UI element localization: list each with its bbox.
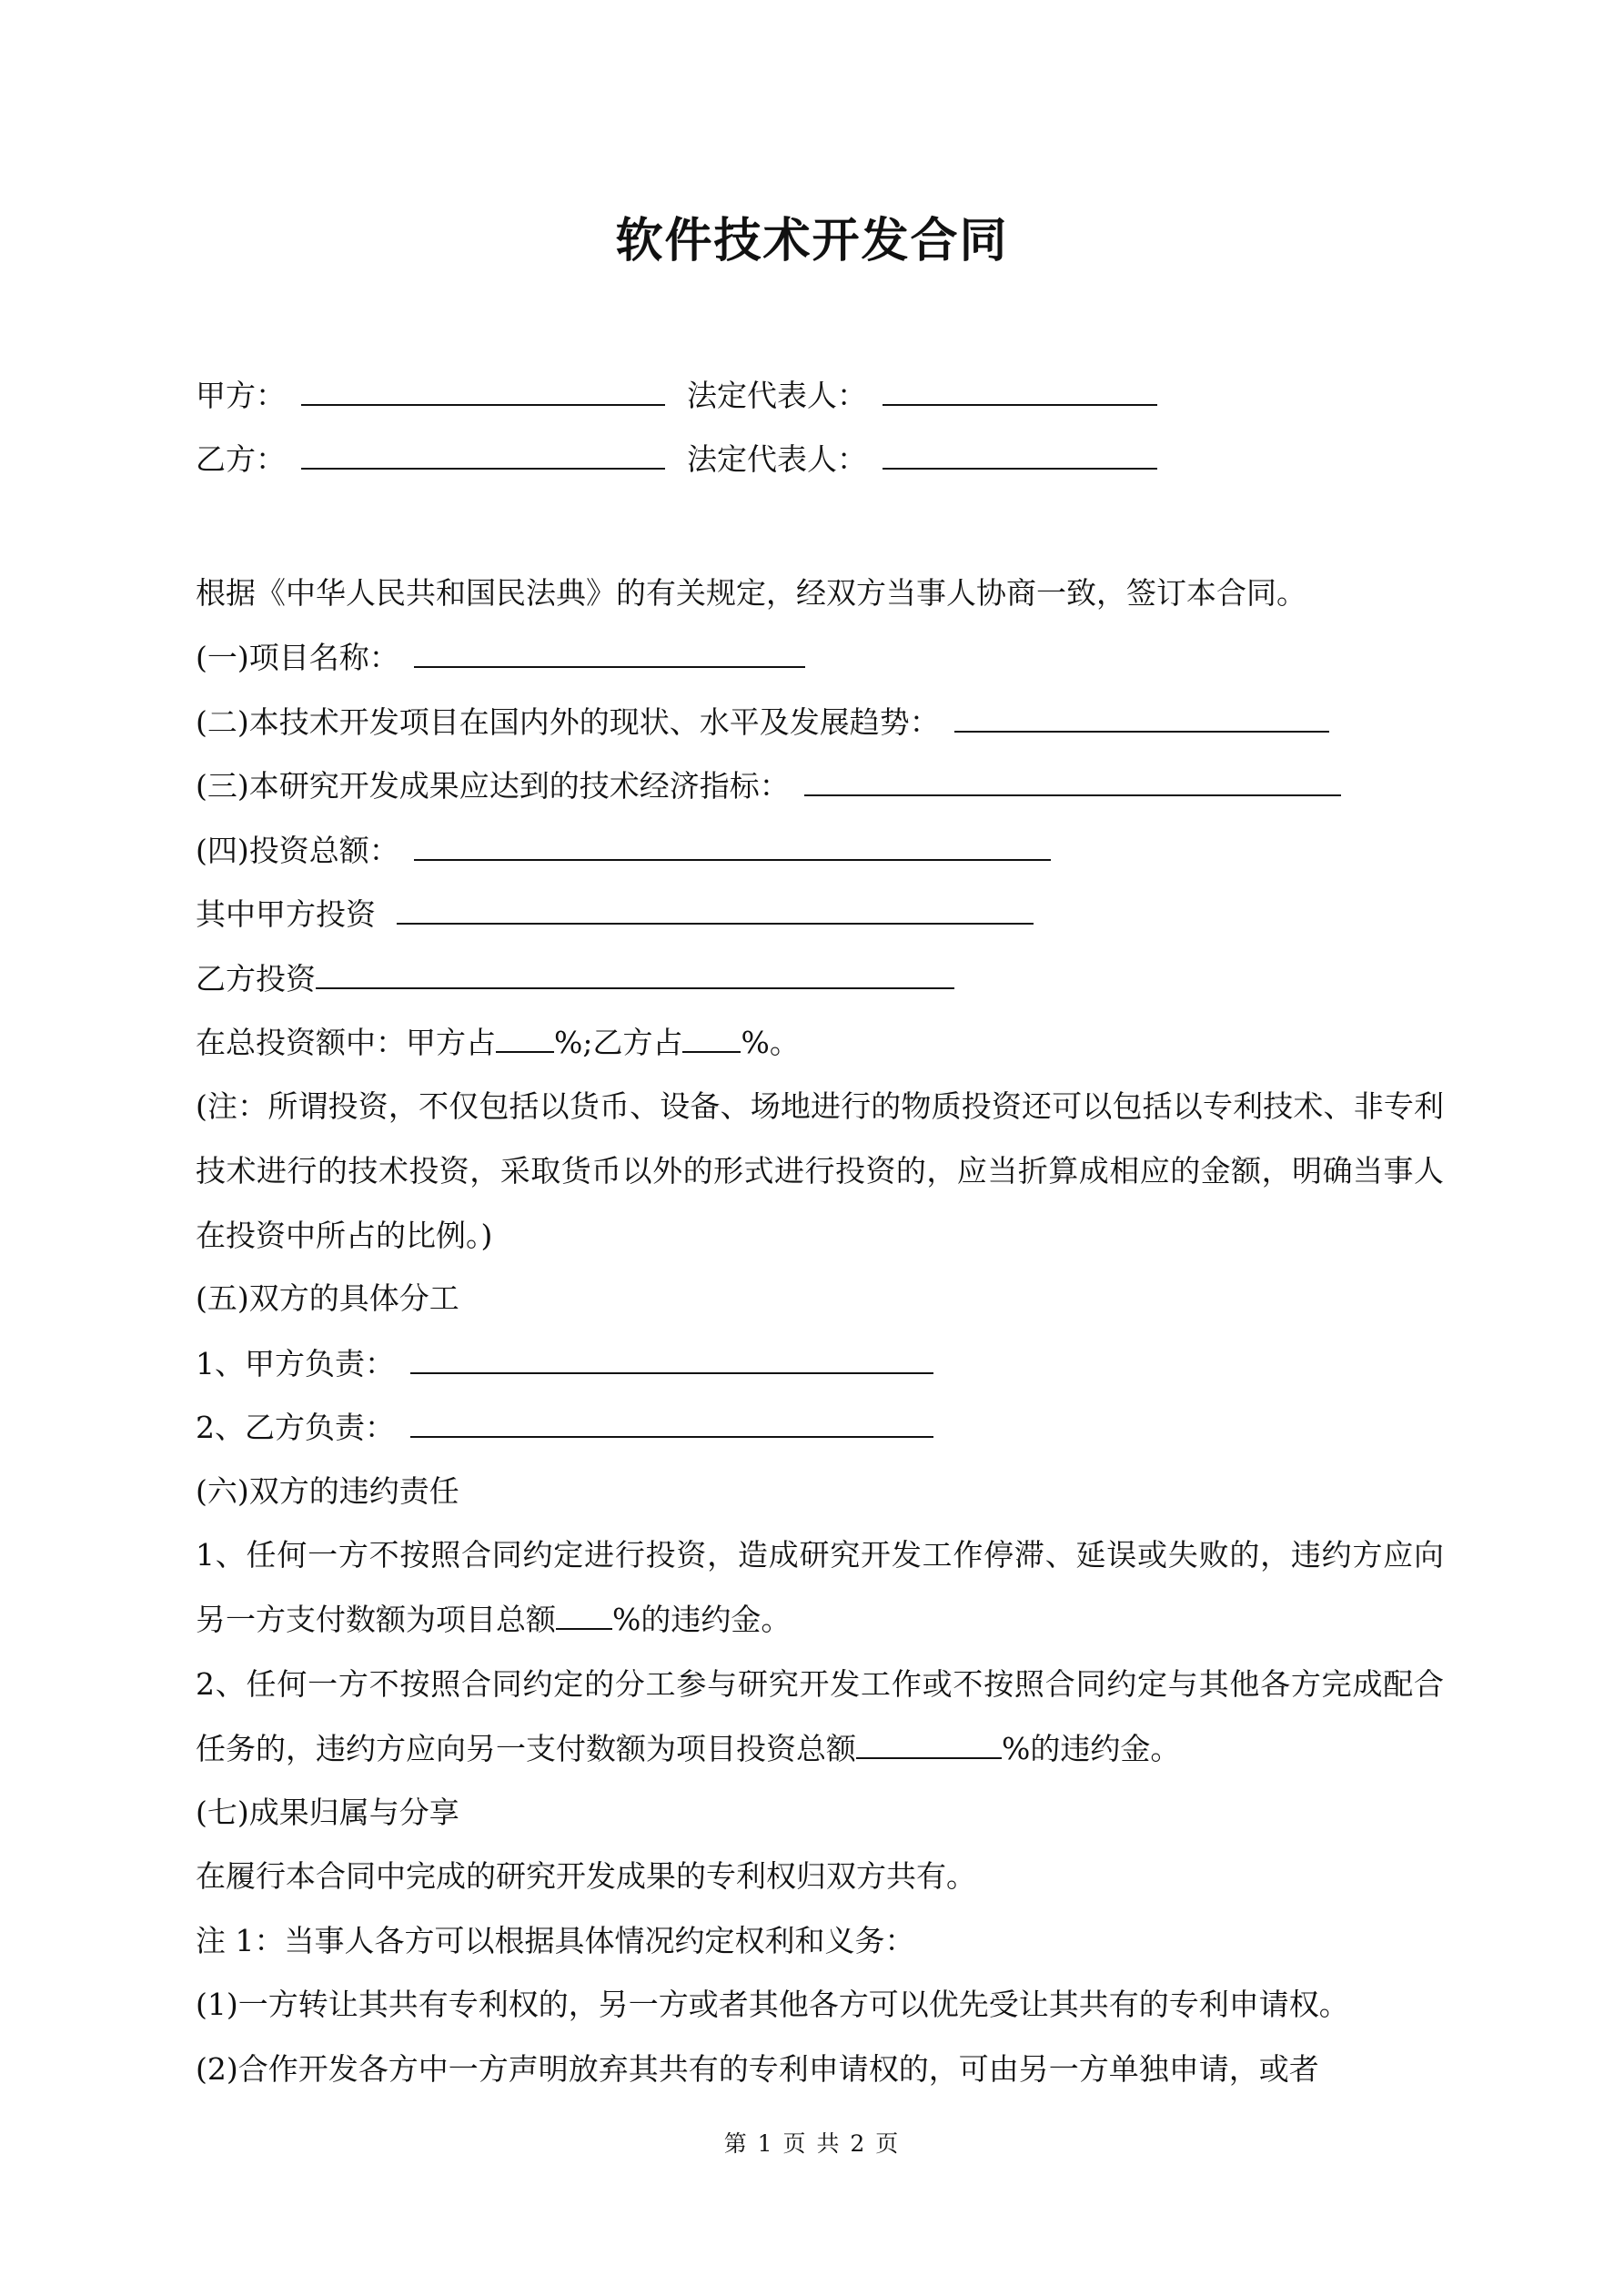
party-b-rep-field[interactable] xyxy=(883,440,1157,470)
ratio-prefix: 在总投资额中：甲方占 xyxy=(196,1025,496,1060)
total-investment-field[interactable] xyxy=(414,832,1051,861)
status-trend-field[interactable] xyxy=(954,703,1329,733)
party-a-field[interactable] xyxy=(301,377,665,406)
duty-b-label: 2、乙方负责： xyxy=(196,1410,395,1445)
intro-text: 根据《中华人民共和国民法典》的有关规定，经双方当事人协商一致，签订本合同。 xyxy=(196,575,1306,611)
project-name-field[interactable] xyxy=(414,639,805,668)
party-a-ratio-field[interactable] xyxy=(496,1024,554,1053)
breach-1-percent-field[interactable] xyxy=(556,1601,612,1630)
item4-label: (四)投资总额： xyxy=(196,833,399,868)
duty-b-row xyxy=(196,1409,933,1446)
duty-a-field[interactable] xyxy=(410,1345,933,1374)
item2-label: (二)本技术开发项目在国内外的现状、水平及发展趋势： xyxy=(196,704,940,740)
party-a-rep-field[interactable] xyxy=(883,377,1157,406)
investment-note: (注：所谓投资，不仅包括以货币、设备、场地进行的物质投资还可以包括以专利技术、非专利技术进行的技术投资，采取货币以外的形式进行投资的，应当折算成相应的金额，明确当事人在投资中所占的比例。) xyxy=(196,1088,1444,1253)
duty-a-label: 1、甲方负责： xyxy=(196,1346,395,1381)
item6-heading: (六)双方的违约责任 xyxy=(196,1473,459,1509)
item1-row xyxy=(196,639,805,676)
breach-2-suffix: %的违约金。 xyxy=(1002,1731,1181,1766)
item2-row xyxy=(196,703,1329,741)
ratio-mid: %;乙方占 xyxy=(554,1025,683,1060)
breach-1-suffix: %的违约金。 xyxy=(612,1602,792,1637)
item3-label: (三)本研究开发成果应达到的技术经济指标： xyxy=(196,768,790,804)
page-number: 第 1 页 共 2 页 xyxy=(723,2130,901,2157)
ratio-row xyxy=(196,1024,800,1061)
party-b-investment-row xyxy=(196,960,954,997)
breach-2-text: 2、任何一方不按照合同约定的分工参与研究开发工作或不按照合同约定与其他各方完成配合任务的，违约方应向另一支付数额为项目投资总额 xyxy=(196,1666,1444,1766)
breach-clause-1 xyxy=(196,1522,1444,1652)
party-a-investment-field[interactable] xyxy=(397,895,1034,925)
ownership-text: 在履行本合同中完成的研究开发成果的专利权归双方共有。 xyxy=(196,1858,976,1894)
note-1: 注 1：当事人各方可以根据具体情况约定权利和义务： xyxy=(196,1923,915,1958)
duty-a-row xyxy=(196,1345,933,1382)
party-b-ratio-field[interactable] xyxy=(682,1024,741,1053)
breach-1-text: 1、任何一方不按照合同约定进行投资，造成研究开发工作停滞、延误或失败的，违约方应向另一方支付数额为项目总额 xyxy=(196,1537,1444,1637)
note-1-item-2: (2)合作开发各方中一方声明放弃其共有的专利申请权的，可由另一方单独申请，或者 xyxy=(196,2051,1319,2087)
party-a-investment-row xyxy=(196,895,1034,933)
party-b-field[interactable] xyxy=(301,440,665,470)
document-title: 软件技术开发合同 xyxy=(615,214,1009,268)
ratio-suffix: %。 xyxy=(741,1025,800,1060)
party-a-rep-label: 法定代表人： xyxy=(687,378,867,413)
note-1-item-1: (1)一方转让其共有专利权的，另一方或者其他各方可以优先受让其共有的专利申请权。 xyxy=(196,1987,1349,2022)
party-b-investment-label: 乙方投资 xyxy=(196,961,316,996)
duty-b-field[interactable] xyxy=(410,1409,933,1438)
party-b-row xyxy=(196,440,1157,478)
item5-heading: (五)双方的具体分工 xyxy=(196,1280,459,1316)
item4-row xyxy=(196,832,1051,869)
item7-heading: (七)成果归属与分享 xyxy=(196,1795,459,1830)
party-a-row xyxy=(196,377,1157,414)
breach-clause-2 xyxy=(196,1652,1444,1781)
party-b-label: 乙方： xyxy=(196,441,286,477)
party-a-investment-label: 其中甲方投资 xyxy=(196,896,376,932)
item1-label: (一)项目名称： xyxy=(196,640,399,675)
party-b-rep-label: 法定代表人： xyxy=(687,441,867,477)
party-b-investment-field[interactable] xyxy=(316,960,954,989)
item3-row xyxy=(196,767,1341,804)
party-a-label: 甲方： xyxy=(196,378,286,413)
breach-2-percent-field[interactable] xyxy=(856,1730,1002,1759)
tech-indicators-field[interactable] xyxy=(804,767,1341,796)
